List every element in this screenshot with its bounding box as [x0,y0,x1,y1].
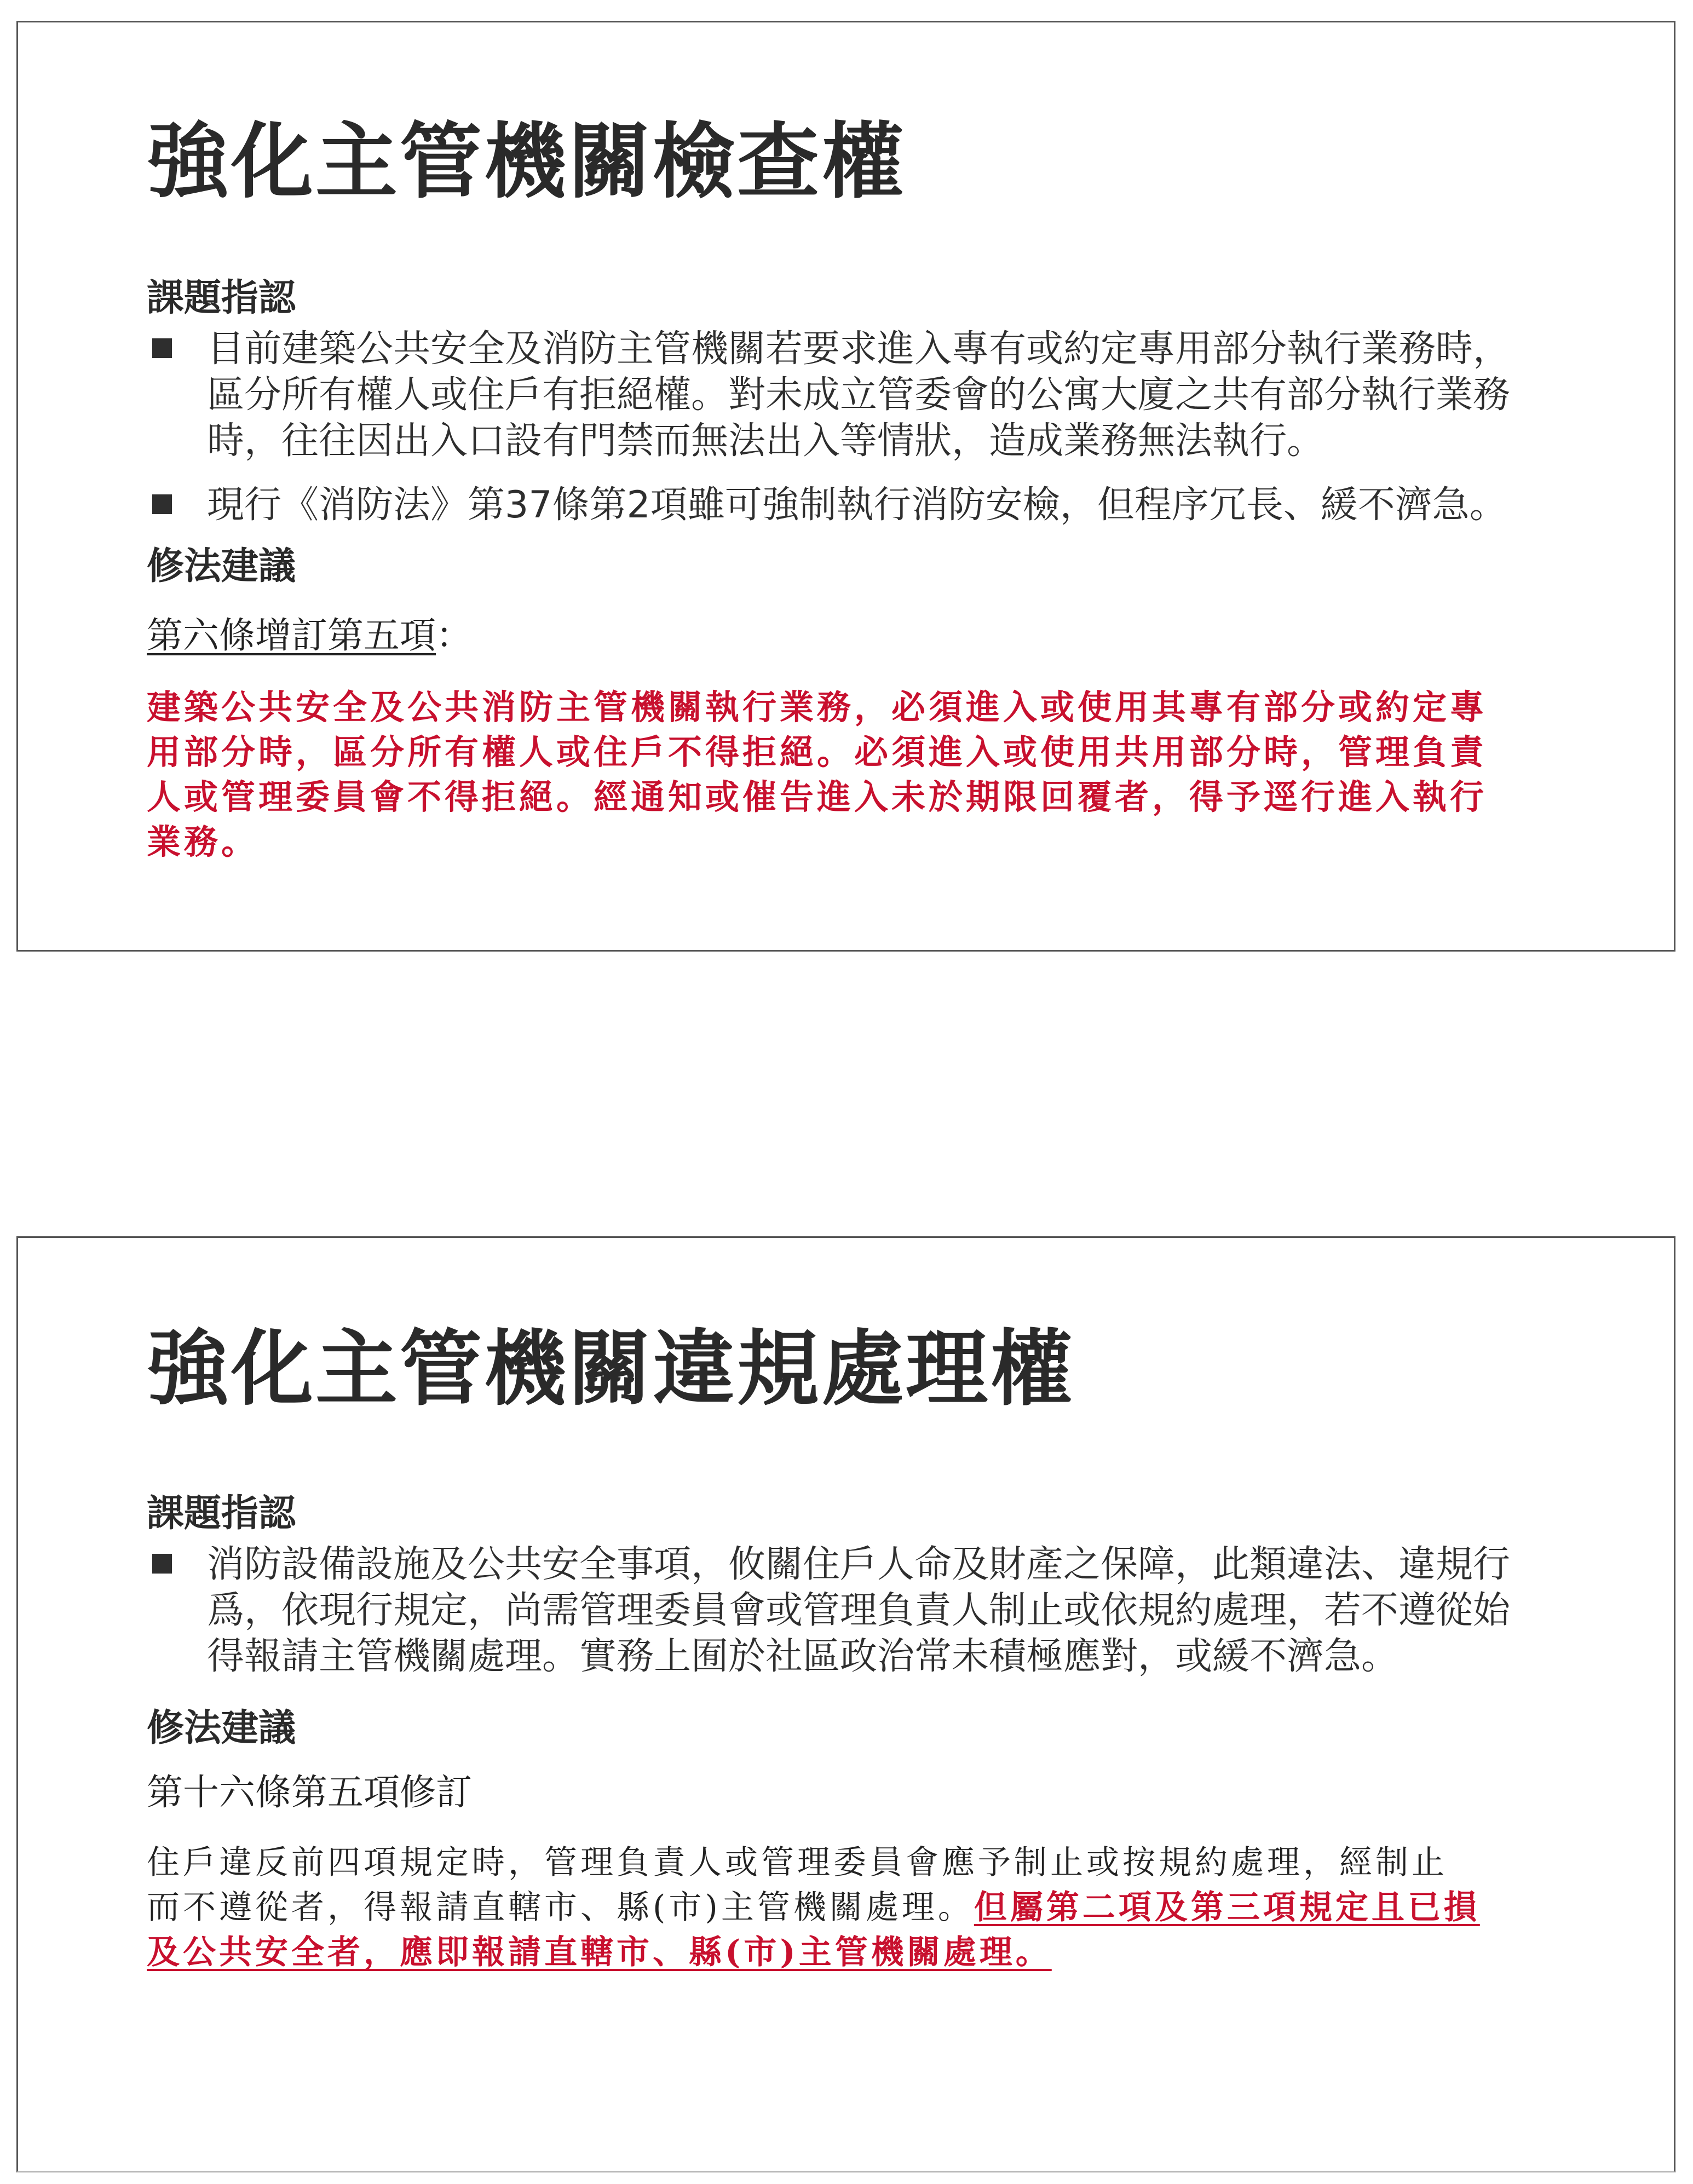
proposal-text [147,1840,1570,1975]
issue-bullet-1 [147,1542,1548,1680]
article-label: 第十六條第五項修訂 [147,1771,472,1813]
proposal-amendment-text: 但屬第二項及第三項規定且已損 [974,1888,1480,1927]
bullet-line: 目前建築公共安全及消防主管機關若要求進入專有或約定專用部分執行業務時， [207,327,1511,371]
bullet-line: 爲，依現行規定，尚需管理委員會或管理負責人制止或依規約處理，若不遵從始 [207,1589,1511,1632]
square-bullet-icon [152,1554,172,1574]
bullet-line: 現行《消防法》第37條第2項雖可強制執行消防安檢，但程序冗長、緩不濟急。 [207,483,1507,527]
slide-inspection-authority [16,21,1675,952]
slide-title: 強化主管機關檢查權 [147,114,906,210]
issue-heading: 課題指認 [147,1492,296,1535]
issue-heading: 課題指認 [147,276,296,320]
proposal-line: 用部分時，區分所有權人或住戶不得拒絕。必須進入或使用共用部分時，管理負責 [147,732,1488,772]
bullet-line: 得報請主管機關處理。實務上囿於社區政治常未積極應對，或緩不濟急。 [207,1635,1399,1678]
article-label-text: 第六條增訂第五項 [147,614,436,656]
proposal-heading: 修法建議 [147,545,296,588]
issue-bullet-2 [147,482,1548,528]
article-label-colon: ： [436,614,472,656]
bullet-line: 消防設備設施及公共安全事項，攸關住戶人命及財產之保障，此類違法、違規行 [207,1543,1511,1586]
proposal-amendment-text: 及公共安全者，應即報請直轄市、縣(市)主管機關處理。 [147,1933,1052,1972]
article-label [147,614,472,656]
slide-title: 強化主管機關違規處理權 [147,1322,1075,1417]
proposal-plain-text: 而不遵從者，得報請直轄市、縣(市)主管機關處理。 [147,1888,974,1927]
proposal-heading: 修法建議 [147,1707,296,1750]
slide-violation-authority [16,1236,1675,2173]
issue-bullet-1 [147,326,1548,464]
proposal-text [147,685,1548,865]
bullet-line: 區分所有權人或住戶有拒絕權。對未成立管委會的公寓大廈之共有部分執行業務 [207,373,1511,417]
proposal-line: 建築公共安全及公共消防主管機關執行業務，必須進入或使用其專有部分或約定專 [147,687,1488,727]
proposal-line [147,1930,1570,1975]
square-bullet-icon [152,338,172,358]
bullet-line: 時，往往因出入口設有門禁而無法出入等情狀，造成業務無法執行。 [207,419,1325,463]
proposal-line: 住戶違反前四項規定時，管理負責人或管理委員會應予制止或按規約處理，經制止 [147,1843,1448,1882]
proposal-line: 人或管理委員會不得拒絕。經通知或催告進入未於期限回覆者，得予逕行進入執行 [147,777,1488,817]
proposal-line [147,1885,1570,1930]
square-bullet-icon [152,494,172,514]
proposal-line: 業務。 [147,822,259,862]
